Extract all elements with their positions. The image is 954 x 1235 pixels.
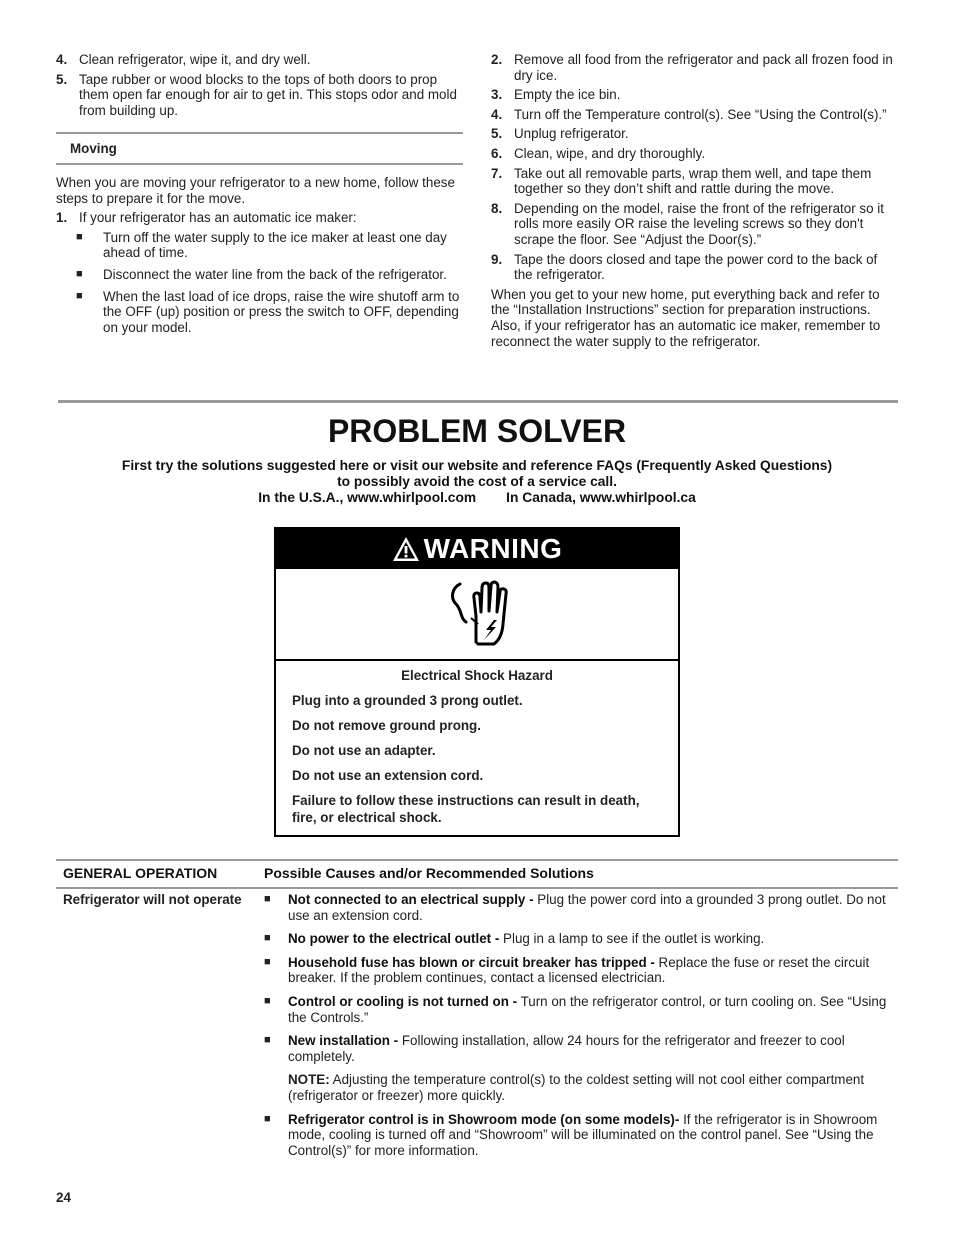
solution-item: ■ No power to the electrical outlet - Plug in a lamp to see if the outlet is working. bbox=[264, 931, 765, 947]
subtitle-line: First try the solutions suggested here or visit our website and reference FAQs (Frequently Asked Questions) bbox=[121, 458, 833, 473]
note: NOTE: Adjusting the temperature control(s) to the coldest setting will not cool either compartment (refrigerator or freezer) more quickly. bbox=[288, 1072, 865, 1103]
warning-line: Do not use an adapter. bbox=[292, 743, 436, 758]
warning-label: WARNING bbox=[423, 533, 563, 565]
square-bullet-icon: ■ bbox=[76, 230, 83, 243]
moving-heading: Moving bbox=[56, 132, 463, 165]
square-bullet-icon: ■ bbox=[76, 289, 83, 302]
list-item: 3. Empty the ice bin. bbox=[491, 87, 621, 103]
subtitle bbox=[0, 458, 954, 506]
solution-item: ■ Not connected to an electrical supply - Plug the power cord into a grounded 3 prong outlet. Do not use an extension cord. bbox=[264, 892, 886, 923]
square-bullet-icon: ■ bbox=[264, 994, 271, 1007]
page-number: 24 bbox=[56, 1190, 71, 1205]
list-item: 9. Tape the doors closed and tape the power cord to the back of the refrigerator. bbox=[491, 251, 878, 283]
solution-item: ■ Refrigerator control is in Showroom mode (on some models)- If the refrigerator is in Showroom mode, cooling is turned off and “Showroom” will be illuminated on the control panel. See “Using the Control(s)” for more information. bbox=[264, 1111, 878, 1158]
right-column bbox=[491, 52, 897, 353]
list-item: 4. Turn off the Temperature control(s). See “Using the Control(s).” bbox=[491, 106, 887, 122]
list-item: 5. Unplug refrigerator. bbox=[491, 126, 629, 142]
warning-triangle-icon bbox=[392, 536, 420, 562]
warning-box bbox=[274, 527, 680, 837]
url-canada: In Canada, www.whirlpool.ca bbox=[506, 490, 696, 505]
closing-paragraph: When you get to your new home, put everything back and refer to the “Installation Instructions” section for preparation instructions. Also, if your refrigerator has an automatic ice maker, remember to reconnect the water supply to the refrigerator. bbox=[491, 286, 881, 349]
solution-item: ■ Household fuse has blown or circuit breaker has tripped - Replace the fuse or reset the circuit breaker. If the problem continues, contact a licensed electrician. bbox=[264, 954, 870, 986]
electric-shock-hand-icon bbox=[442, 578, 512, 650]
table-row bbox=[56, 892, 898, 1166]
solution-item: ■ New installation - Following installation, allow 24 hours for the refrigerator and freezer to cool completely. bbox=[264, 1033, 845, 1064]
left-column bbox=[56, 52, 463, 341]
website-urls bbox=[0, 490, 954, 506]
solution-item: ■ Control or cooling is not turned on - Turn on the refrigerator control, or turn cooling on. See “Using the Controls.” bbox=[264, 993, 887, 1025]
warning-line: Do not remove ground prong. bbox=[292, 718, 481, 733]
table-header-solutions: Possible Causes and/or Recommended Solutions bbox=[264, 865, 594, 882]
square-bullet-icon: ■ bbox=[76, 267, 83, 280]
list-item: 6. Clean, wipe, and dry thoroughly. bbox=[491, 145, 706, 161]
solutions-list bbox=[264, 892, 898, 1166]
bullet-item: ■ Turn off the water supply to the ice maker at least one day ahead of time. bbox=[76, 229, 447, 261]
list-item: 4. Clean refrigerator, wipe it, and dry well. bbox=[56, 52, 311, 67]
list-item: 2. Remove all food from the refrigerator and pack all frozen food in dry ice. bbox=[491, 52, 893, 83]
subtitle-line: to possibly avoid the cost of a service call. bbox=[337, 474, 617, 489]
square-bullet-icon: ■ bbox=[264, 1034, 271, 1047]
square-bullet-icon: ■ bbox=[264, 955, 271, 968]
bullet-item: ■ Disconnect the water line from the back of the refrigerator. bbox=[76, 266, 447, 282]
table-header bbox=[56, 859, 898, 889]
table-header-general-operation: GENERAL OPERATION bbox=[63, 865, 218, 882]
warning-line: Do not use an extension cord. bbox=[292, 768, 484, 783]
section-divider bbox=[58, 400, 898, 403]
warning-icon-area bbox=[276, 569, 678, 661]
bullet-item: ■ When the last load of ice drops, raise the wire shutoff arm to the OFF (up) position or press the switch to OFF, depending on your model. bbox=[76, 288, 460, 335]
warning-text bbox=[276, 661, 678, 826]
warning-line: Plug into a grounded 3 prong outlet. bbox=[292, 693, 523, 708]
square-bullet-icon: ■ bbox=[264, 1112, 271, 1125]
problem-label: Refrigerator will not operate bbox=[63, 892, 242, 907]
warning-line: Failure to follow these instructions can result in death, fire, or electrical shock. bbox=[292, 793, 640, 825]
square-bullet-icon: ■ bbox=[264, 893, 271, 905]
page-title: PROBLEM SOLVER bbox=[327, 413, 627, 449]
url-usa: In the U.S.A., www.whirlpool.com bbox=[258, 490, 477, 505]
list-item: 7. Take out all removable parts, wrap them well, and tape them together so they don’t shift and rattle during the move. bbox=[491, 165, 872, 197]
hazard-title: Electrical Shock Hazard bbox=[401, 668, 553, 683]
warning-header bbox=[276, 529, 678, 569]
square-bullet-icon: ■ bbox=[264, 932, 271, 945]
list-item: 5. Tape rubber or wood blocks to the tops of both doors to prop them open far enough for air to get in. This stops odor and mold from building up. bbox=[56, 71, 457, 118]
moving-intro: When you are moving your refrigerator to a new home, follow these steps to prepare it for the move. bbox=[56, 174, 455, 206]
list-item: 8. Depending on the model, raise the front of the refrigerator so it rolls more easily OR raise the leveling screws so they don't scrape the floor. See “Adjust the Door(s).” bbox=[491, 200, 884, 247]
list-item: 1. If your refrigerator has an automatic ice maker: bbox=[56, 210, 357, 226]
